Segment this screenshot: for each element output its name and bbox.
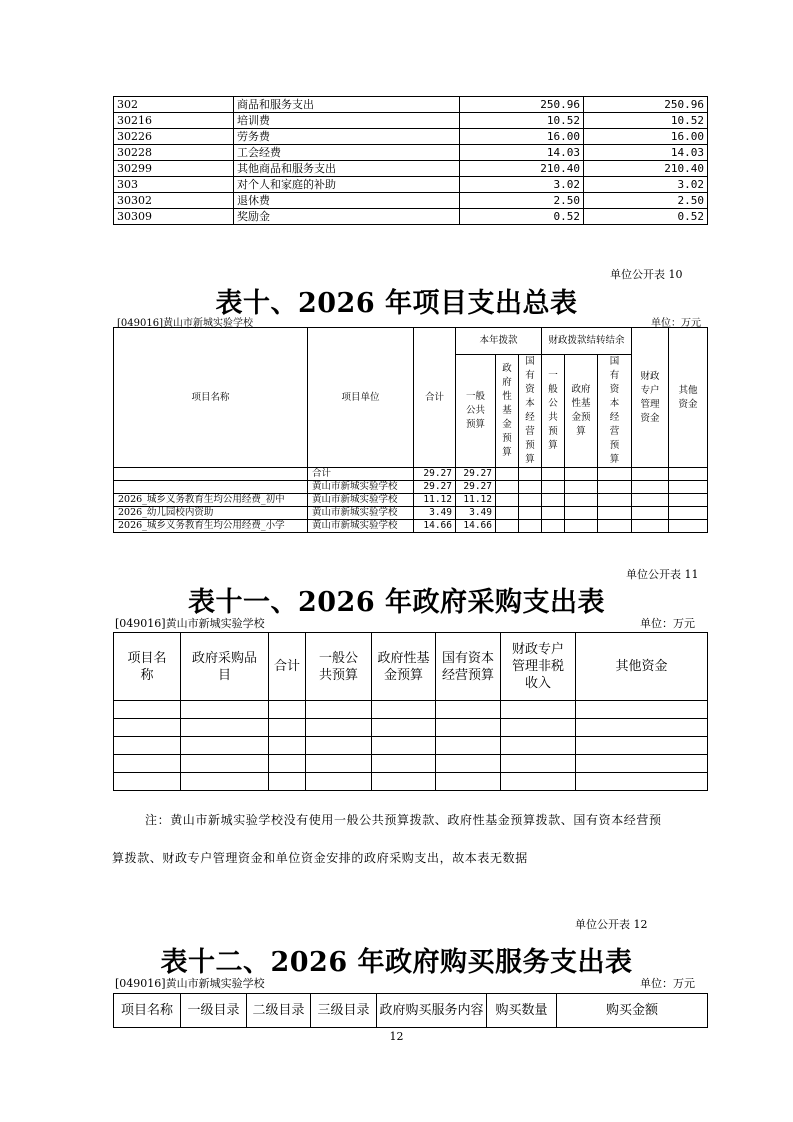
header-general-budget-2: 一般公共预算 — [542, 355, 565, 468]
cell-code: 30226 — [114, 129, 234, 145]
table-row — [114, 161, 708, 177]
table11-note-continued: 算拨款、财政专户管理资金和单位资金安排的政府采购支出，故本表无数据 — [112, 851, 528, 865]
cell-name: 对个人和家庭的补助 — [234, 177, 460, 193]
t12-header-level3: 三级目录 — [311, 994, 377, 1028]
header-carryover: 财政拨款结转结余 — [542, 328, 632, 355]
table11-label: 单位公开表 11 — [626, 568, 699, 581]
cell-name: 2026_城乡义务教育生均公用经费_初中 — [114, 494, 308, 507]
header-total: 合计 — [414, 328, 456, 468]
header-state-capital: 国有资本经营预算 — [519, 355, 542, 468]
cell-a: 250.96 — [460, 97, 584, 113]
cell-name: 2026_城乡义务教育生均公用经费_小学 — [114, 520, 308, 533]
t11-header-other: 其他资金 — [576, 633, 708, 701]
cell-b: 210.40 — [584, 161, 708, 177]
t12-header-content: 政府购买服务内容 — [377, 994, 487, 1028]
cell-code: 30228 — [114, 145, 234, 161]
cell-b: 2.50 — [584, 193, 708, 209]
table-row — [114, 209, 708, 225]
table10-title: 表十、2026 年项目支出总表 — [215, 288, 578, 319]
cell-general: 29.27 — [456, 481, 496, 494]
table10-label: 单位公开表 10 — [610, 268, 683, 281]
table-row — [114, 520, 708, 533]
t11-header-item: 政府采购品目 — [181, 633, 269, 701]
cell-code: 30309 — [114, 209, 234, 225]
table-row — [114, 97, 708, 113]
table-row — [114, 507, 708, 520]
cell-name: 退休费 — [234, 193, 460, 209]
table12-unit: 单位：万元 — [640, 977, 695, 990]
cell-name: 培训费 — [234, 113, 460, 129]
header-general-budget: 一般公共预算 — [456, 355, 496, 468]
cell-b: 0.52 — [584, 209, 708, 225]
table-row — [114, 494, 708, 507]
t11-header-project: 项目名称 — [114, 633, 181, 701]
header-fiscal-special: 财政专户管理资金 — [632, 328, 669, 468]
table12-org: [049016]黄山市新城实验学校 — [115, 977, 265, 990]
cell-name: 其他商品和服务支出 — [234, 161, 460, 177]
t11-header-total: 合计 — [269, 633, 306, 701]
table-row — [114, 129, 708, 145]
cell-general: 29.27 — [456, 468, 496, 481]
cell-a: 10.52 — [460, 113, 584, 129]
table-row — [114, 145, 708, 161]
project-expense-table — [113, 327, 708, 533]
cell-name: 商品和服务支出 — [234, 97, 460, 113]
gov-service-purchase-table — [113, 993, 708, 1028]
cell-total: 3.49 — [414, 507, 456, 520]
cell-b: 10.52 — [584, 113, 708, 129]
cell-unit: 黄山市新城实验学校 — [308, 507, 414, 520]
t12-header-level1: 一级目录 — [181, 994, 247, 1028]
cell-a: 0.52 — [460, 209, 584, 225]
t12-header-amount: 购买金额 — [557, 994, 708, 1028]
table10-org: [049016]黄山市新城实验学校 — [117, 318, 253, 329]
expense-table-continued — [113, 96, 708, 225]
table-row — [114, 193, 708, 209]
table-row — [114, 468, 708, 481]
page-number: 12 — [389, 1030, 404, 1043]
cell-general: 11.12 — [456, 494, 496, 507]
header-state-capital-2: 国有资本经营预算 — [598, 355, 632, 468]
cell-unit: 黄山市新城实验学校 — [308, 520, 414, 533]
header-project-unit: 项目单位 — [308, 328, 414, 468]
cell-name — [114, 481, 308, 494]
cell-b: 14.03 — [584, 145, 708, 161]
cell-name: 奖励金 — [234, 209, 460, 225]
cell-total: 14.66 — [414, 520, 456, 533]
cell-code: 302 — [114, 97, 234, 113]
cell-name — [114, 468, 308, 481]
cell-a: 2.50 — [460, 193, 584, 209]
cell-total: 29.27 — [414, 468, 456, 481]
cell-general: 3.49 — [456, 507, 496, 520]
cell-code: 30299 — [114, 161, 234, 177]
gov-procurement-table — [113, 632, 708, 791]
header-project-name: 项目名称 — [114, 328, 308, 468]
table11-note: 注：黄山市新城实验学校没有使用一般公共预算拨款、政府性基金预算拨款、国有资本经营预 — [145, 813, 662, 827]
header-gov-fund: 政府性基金预算 — [496, 355, 519, 468]
table10-unit: 单位：万元 — [651, 318, 701, 329]
cell-a: 3.02 — [460, 177, 584, 193]
header-current-year: 本年拨款 — [456, 328, 542, 355]
t11-header-fiscal-special: 财政专户管理非税收入 — [501, 633, 576, 701]
t11-header-state-capital: 国有资本经营预算 — [436, 633, 501, 701]
cell-total: 11.12 — [414, 494, 456, 507]
cell-general: 14.66 — [456, 520, 496, 533]
t12-header-project: 项目名称 — [114, 994, 181, 1028]
cell-total: 29.27 — [414, 481, 456, 494]
cell-a: 14.03 — [460, 145, 584, 161]
table-row — [114, 481, 708, 494]
table12-label: 单位公开表 12 — [575, 918, 648, 931]
table11-title: 表十一、2026 年政府采购支出表 — [187, 587, 606, 618]
cell-unit: 黄山市新城实验学校 — [308, 481, 414, 494]
cell-unit: 合计 — [308, 468, 414, 481]
table-row — [114, 177, 708, 193]
cell-b: 16.00 — [584, 129, 708, 145]
cell-code: 303 — [114, 177, 234, 193]
cell-code: 30302 — [114, 193, 234, 209]
cell-a: 16.00 — [460, 129, 584, 145]
cell-name: 2026_幼儿园校内资助 — [114, 507, 308, 520]
t12-header-level2: 二级目录 — [247, 994, 311, 1028]
header-gov-fund-2: 政府性基金预算 — [565, 355, 598, 468]
cell-name: 工会经费 — [234, 145, 460, 161]
table12-title: 表十二、2026 年政府购买服务支出表 — [160, 947, 633, 978]
cell-code: 30216 — [114, 113, 234, 129]
table11-unit: 单位：万元 — [640, 617, 695, 630]
header-other: 其他资金 — [669, 328, 708, 468]
cell-a: 210.40 — [460, 161, 584, 177]
t11-header-general: 一般公共预算 — [306, 633, 372, 701]
cell-b: 3.02 — [584, 177, 708, 193]
cell-b: 250.96 — [584, 97, 708, 113]
table11-org: [049016]黄山市新城实验学校 — [115, 617, 265, 630]
t12-header-qty: 购买数量 — [487, 994, 557, 1028]
table-row — [114, 113, 708, 129]
cell-name: 劳务费 — [234, 129, 460, 145]
t11-header-gov-fund: 政府性基金预算 — [372, 633, 436, 701]
cell-unit: 黄山市新城实验学校 — [308, 494, 414, 507]
